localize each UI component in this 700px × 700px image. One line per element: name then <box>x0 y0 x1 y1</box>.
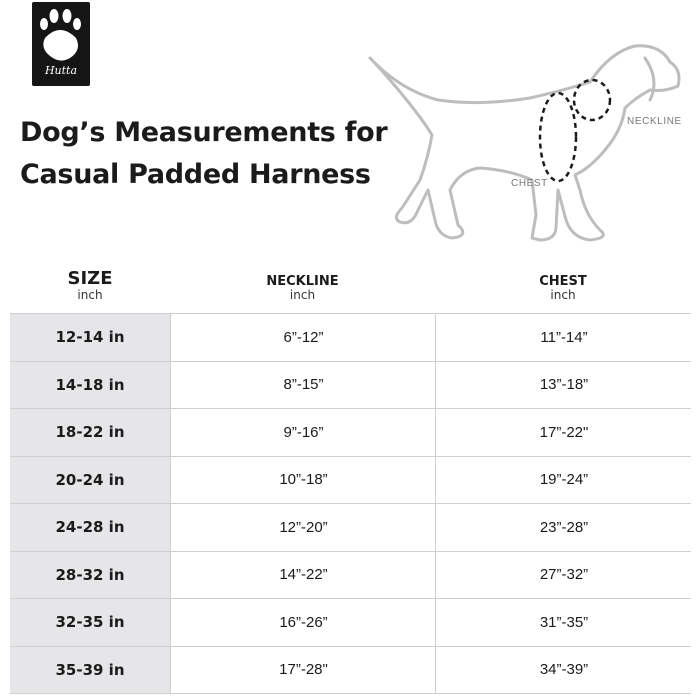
size-column-header <box>10 268 170 302</box>
size-cell: 24-28 in <box>10 504 170 551</box>
neckline-cell: 17”-28" <box>170 647 436 694</box>
size-cell: 12-14 in <box>10 314 170 361</box>
size-cell: 14-18 in <box>10 362 170 409</box>
size-cell: 20-24 in <box>10 457 170 504</box>
chest-cell: 13”-18” <box>435 362 692 409</box>
table-row <box>10 552 691 600</box>
table-row <box>10 457 691 505</box>
size-cell: 32-35 in <box>10 599 170 646</box>
size-table <box>10 313 691 694</box>
neckline-column-header <box>170 274 435 302</box>
chest-cell: 17”-22" <box>435 409 692 456</box>
chest-header-unit: inch <box>550 288 576 302</box>
table-row <box>10 647 691 695</box>
page-title <box>20 112 387 196</box>
neckline-cell: 9”-16” <box>170 409 436 456</box>
chest-cell: 34”-39” <box>435 647 692 694</box>
neckline-cell: 14”-22” <box>170 552 436 599</box>
brand-name: Hutta <box>44 64 78 77</box>
neckline-cell: 8”-15” <box>170 362 436 409</box>
size-cell: 28-32 in <box>10 552 170 599</box>
chest-cell: 19”-24” <box>435 457 692 504</box>
size-header-unit: inch <box>77 288 103 302</box>
title-line-2: Casual Padded Harness <box>20 159 371 190</box>
neckline-cell: 12”-20” <box>170 504 436 551</box>
title-line-1: Dog’s Measurements for <box>20 117 388 148</box>
size-header-title: SIZE <box>67 268 113 289</box>
chest-cell: 31”-35” <box>435 599 692 646</box>
chest-measure-line <box>540 93 576 181</box>
table-row <box>10 504 691 552</box>
neckline-header-unit: inch <box>289 288 316 302</box>
dog-illustration <box>360 40 690 250</box>
table-row <box>10 362 691 410</box>
neckline-cell: 16”-26” <box>170 599 436 646</box>
table-row <box>10 313 691 362</box>
table-row <box>10 409 691 457</box>
neckline-measure-line <box>574 80 610 120</box>
neckline-cell: 10”-18” <box>170 457 436 504</box>
chest-cell: 23”-28” <box>435 504 692 551</box>
chest-header-title: CHEST <box>539 274 587 289</box>
neckline-header-title: NECKLINE <box>266 274 339 289</box>
neckline-label: NECKLINE <box>627 116 682 127</box>
size-cell: 18-22 in <box>10 409 170 456</box>
table-row <box>10 599 691 647</box>
chest-cell: 27”-32” <box>435 552 692 599</box>
chest-label: CHEST <box>511 178 548 189</box>
size-cell: 35-39 in <box>10 647 170 694</box>
brand-logo <box>32 2 90 86</box>
chest-cell: 11”-14” <box>435 314 692 361</box>
neckline-cell: 6”-12” <box>170 314 436 361</box>
chest-column-header <box>435 274 691 302</box>
